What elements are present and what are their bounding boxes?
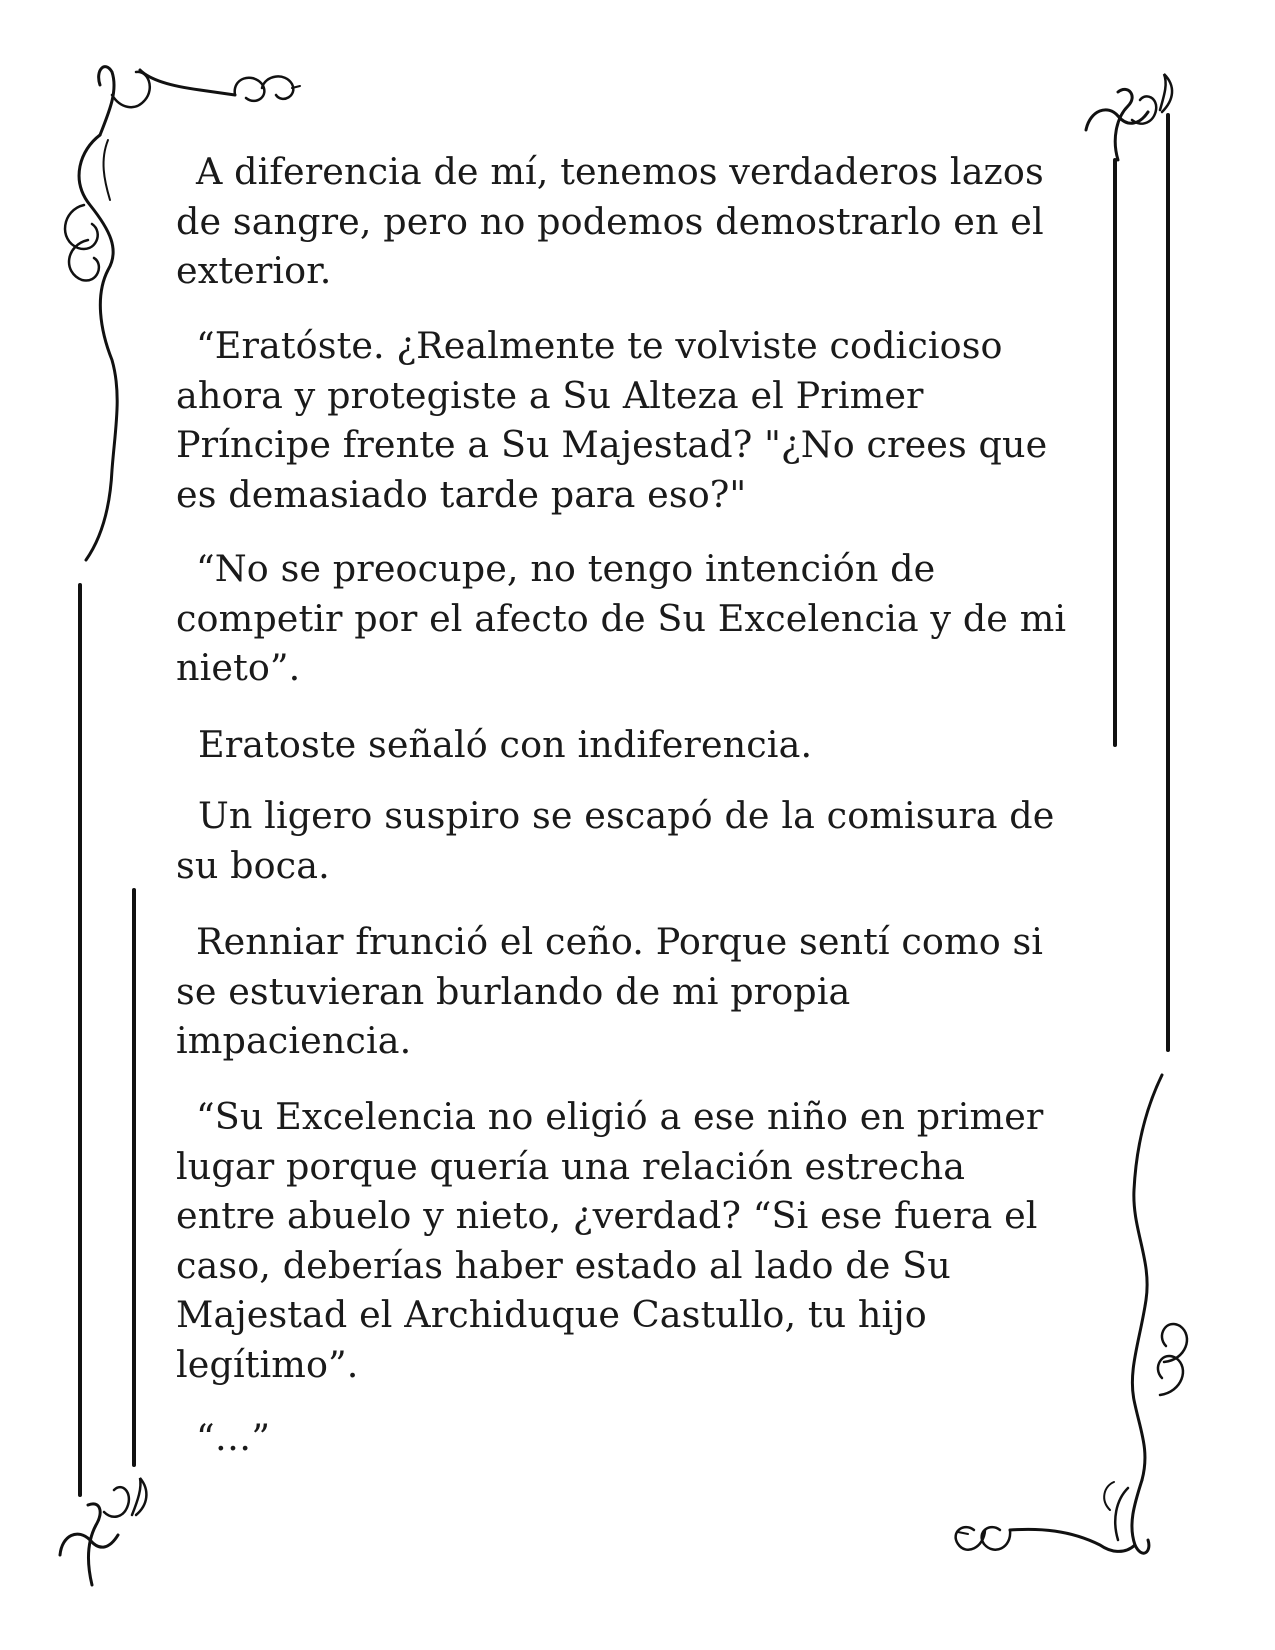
paragraph-5: Un ligero suspiro se escapó de la comisura de su boca. — [176, 794, 1055, 887]
paragraph-4: Eratoste señaló con indiferencia. — [198, 723, 813, 766]
paragraph-1: A diferencia de mí, tenemos verdaderos lazos de sangre, pero no podemos demostrarlo en el exterior. — [176, 150, 1044, 292]
paragraph-8: “…” — [196, 1416, 271, 1459]
paragraph-2: “Eratóste. ¿Realmente te volviste codicioso ahora y protegiste a Su Alteza el Primer Príncipe frente a Su Majestad? "¿No crees que es demasiado tarde para eso?" — [176, 324, 1048, 516]
paragraph-6: Renniar frunció el ceño. Porque sentí como si se estuvieran burlando de mi propia impaciencia. — [176, 920, 1044, 1062]
paragraph-3: “No se preocupe, no tengo intención de competir por el afecto de Su Excelencia y de mi nieto”. — [176, 547, 1067, 689]
paragraph-7: “Su Excelencia no eligió a ese niño en primer lugar porque quería una relación estrecha entre abuelo y nieto, ¿verdad? “Si ese fuera el caso, deberías haber estado al lado de Su Majestad el Archiduque Castullo, tu hijo legítimo”. — [176, 1095, 1044, 1386]
